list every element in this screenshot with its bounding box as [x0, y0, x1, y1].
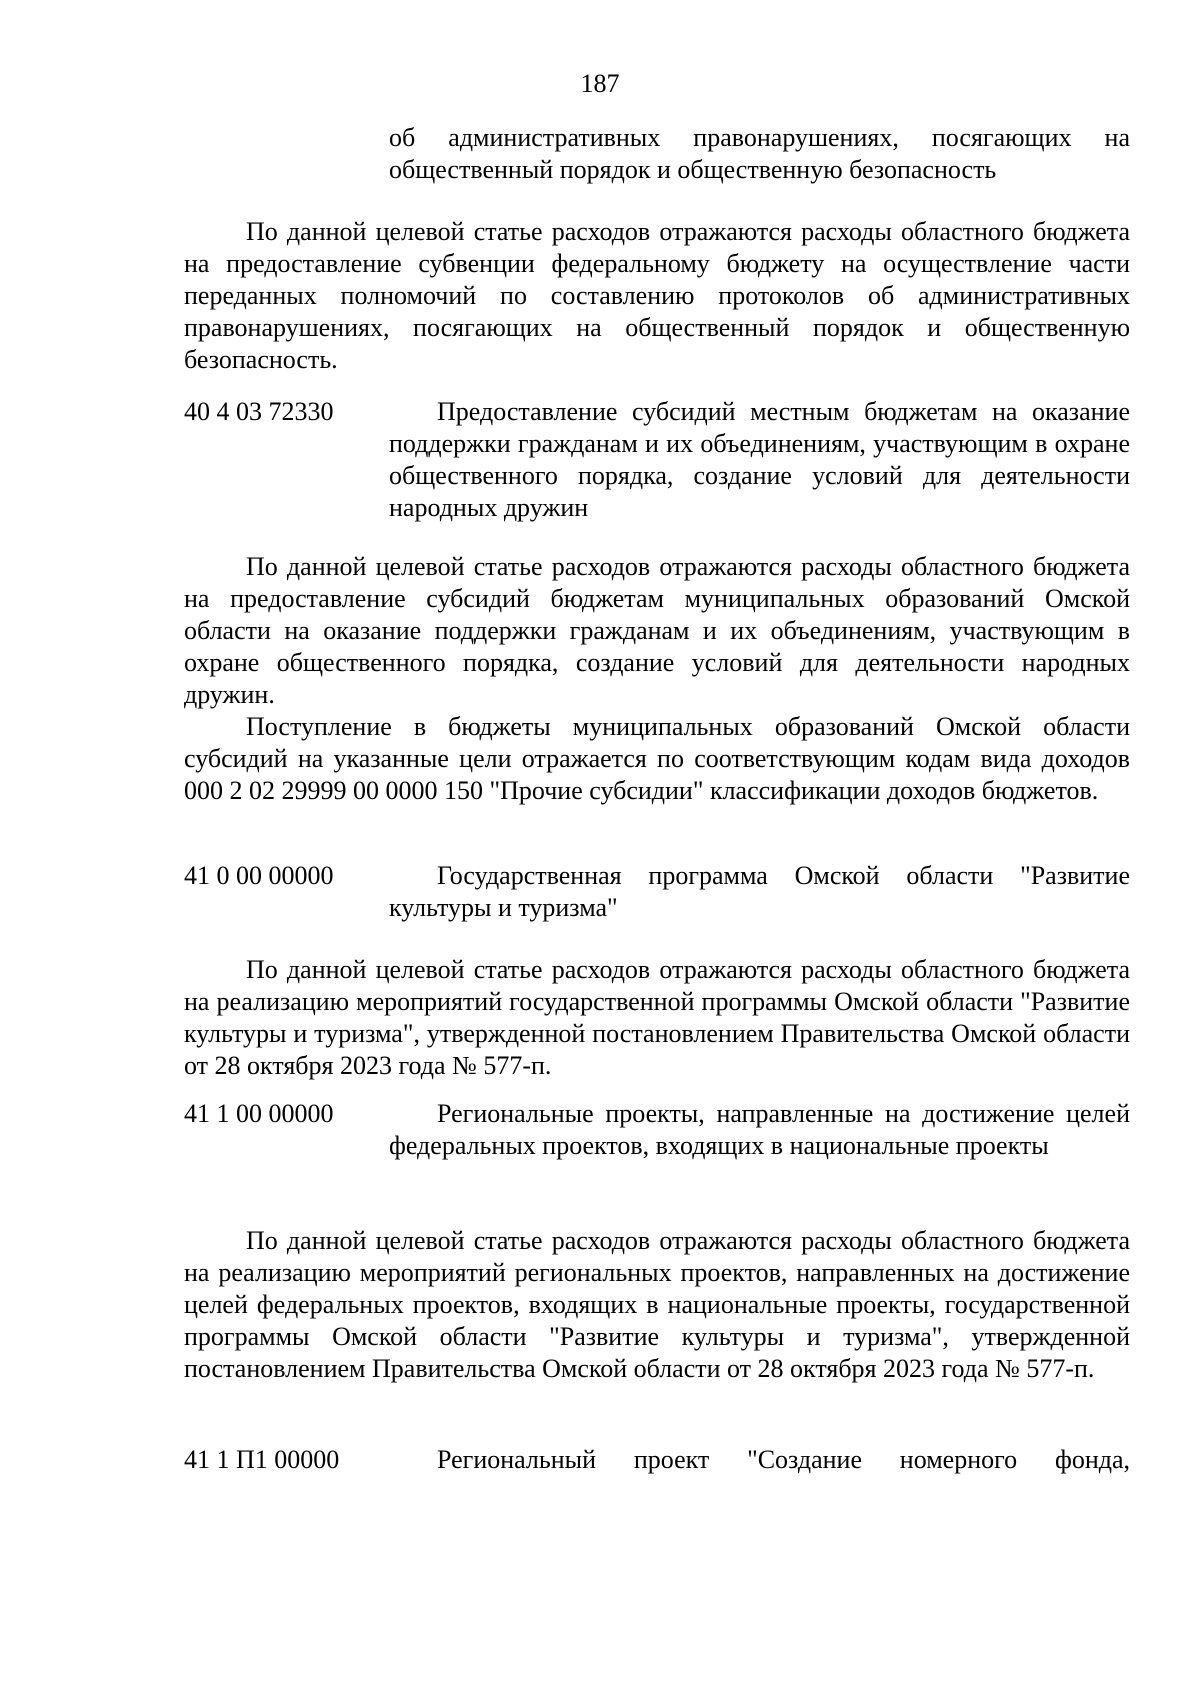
- paragraph-1-block: [184, 216, 1130, 376]
- entry-1-title: Предоставление субсидий местным бюджетам на оказание поддержки гражданам и их объединениям, участвующим в охране общественного порядка, создание условий для деятельности народных дружин: [389, 397, 1130, 522]
- entry-4-code: 41 1 П1 00000: [184, 1445, 340, 1474]
- entry-2-title: Государственная программа Омской области "Развитие культуры и туризма": [389, 861, 1130, 922]
- entry-4-title: Региональный проект "Создание номерного фонда,: [437, 1445, 1130, 1474]
- paragraph-1: По данной целевой статье расходов отражаются расходы областного бюджета на предоставление субвенции федеральному бюджету на осуществление части переданных полномочий по составлению протоколов об административных правонарушениях, посягающих на общественный порядок и общественную безопасность.: [184, 217, 1130, 374]
- paragraph-2: По данной целевой статье расходов отражаются расходы областного бюджета на предоставление субсидий бюджетам муниципальных образований Омской области на оказание поддержки гражданам и их объединениям, участвующим в охране общественного порядка, создание условий для деятельности народных дружин.: [184, 552, 1130, 709]
- entry-1-code: 40 4 03 72330: [184, 397, 334, 426]
- paragraph-5: По данной целевой статье расходов отражаются расходы областного бюджета на реализацию мероприятий региональных проектов, направленных на достижение целей федеральных проектов, входящих в национальные проекты, государственной программы Омской области "Развитие культуры и туризма", утвержденной постановлением Правительства Омской области от 28 октября 2023 года № 577-п.: [184, 1226, 1130, 1383]
- entry-3-code: 41 1 00 00000: [184, 1099, 334, 1128]
- paragraph-4-block: [184, 954, 1130, 1082]
- page-number: 187: [580, 69, 620, 98]
- paragraph-4: По данной целевой статье расходов отражаются расходы областного бюджета на реализацию мероприятий государственной программы Омской области "Развитие культуры и туризма", утвержденной постановлением Правительства Омской области от 28 октября 2023 года № 577-п.: [184, 955, 1130, 1080]
- paragraph-2-block: [184, 551, 1130, 807]
- entry-2-code: 41 0 00 00000: [184, 861, 334, 890]
- paragraph-3: Поступление в бюджеты муниципальных образований Омской области субсидий на указанные цели отражается по соответствующим кодам вида доходов 000 2 02 29999 00 0000 150 "Прочие субсидии" классификации доходов бюджетов.: [184, 712, 1130, 805]
- heading-continuation: об административных правонарушениях, посягающих на общественный порядок и общественную безопасность: [389, 123, 1130, 184]
- entry-3-title: Региональные проекты, направленные на достижение целей федеральных проектов, входящих в национальные проекты: [389, 1099, 1130, 1160]
- paragraph-5-block: [184, 1225, 1130, 1385]
